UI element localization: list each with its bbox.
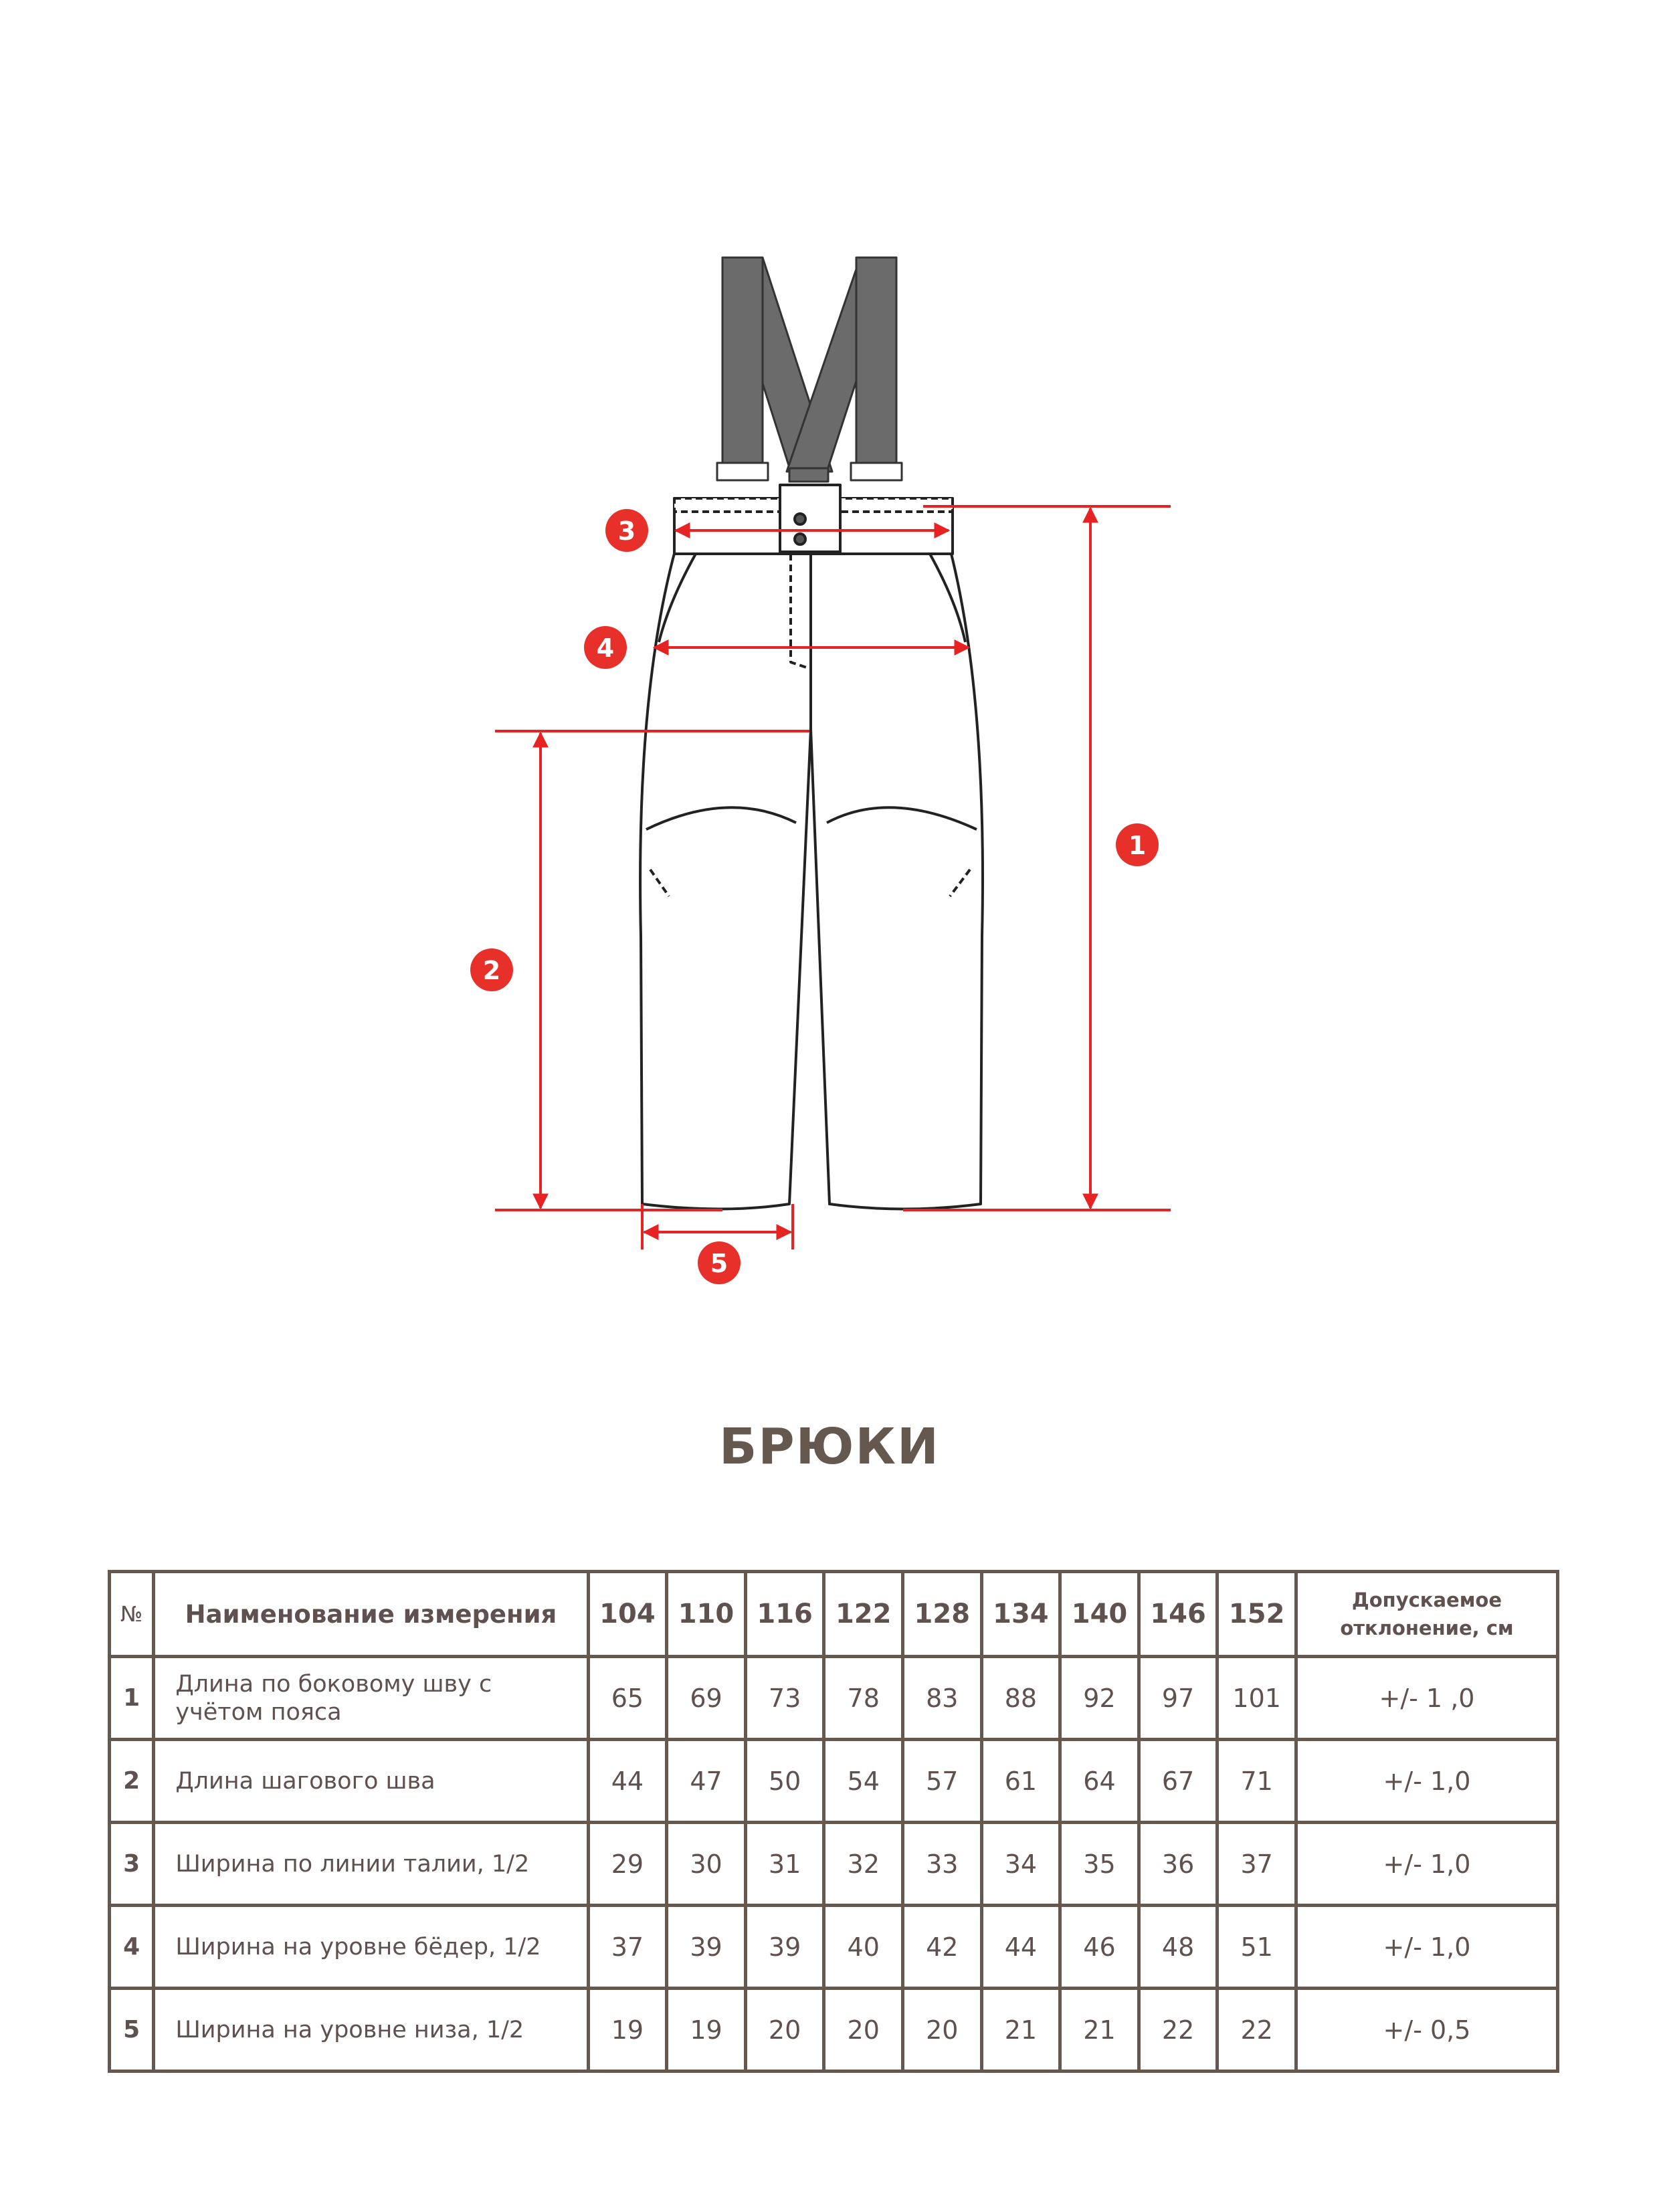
row-tolerance: +/- 0,5 (1296, 1989, 1557, 2072)
row-value: 19 (667, 1989, 746, 2072)
row-value: 88 (981, 1657, 1060, 1740)
row-value: 78 (824, 1657, 903, 1740)
marker-3 (605, 509, 648, 552)
row-value: 69 (667, 1657, 746, 1740)
marker-5 (698, 1241, 741, 1284)
marker-3-label: 3 (617, 516, 636, 546)
header-size: 128 (903, 1572, 982, 1657)
row-name: Ширина на уровне низа, 1/2 (154, 1989, 588, 2072)
row-value: 31 (745, 1823, 824, 1906)
header-size: 110 (667, 1572, 746, 1657)
row-value: 39 (667, 1906, 746, 1989)
row-value: 34 (981, 1823, 1060, 1906)
marker-1 (1116, 823, 1159, 866)
row-value: 22 (1139, 1989, 1217, 2072)
row-value: 92 (1060, 1657, 1139, 1740)
header-size: 140 (1060, 1572, 1139, 1657)
row-name: Ширина на уровне бёдер, 1/2 (154, 1906, 588, 1989)
row-value: 48 (1139, 1906, 1217, 1989)
row-value: 36 (1139, 1823, 1217, 1906)
header-name: Наименование измерения (154, 1572, 588, 1657)
row-num: 2 (110, 1740, 154, 1823)
row-value: 61 (981, 1740, 1060, 1823)
row-value: 83 (903, 1657, 982, 1740)
row-tolerance: +/- 1 ,0 (1296, 1657, 1557, 1740)
row-value: 44 (981, 1906, 1060, 1989)
marker-4-label: 4 (596, 633, 615, 663)
header-size: 122 (824, 1572, 903, 1657)
table-row (110, 1657, 1558, 1740)
header-size: 116 (745, 1572, 824, 1657)
row-value: 20 (903, 1989, 982, 2072)
table-row (110, 1906, 1558, 1989)
row-value: 22 (1217, 1989, 1296, 2072)
row-value: 20 (824, 1989, 903, 2072)
pants-outline (640, 258, 983, 1209)
row-value: 64 (1060, 1740, 1139, 1823)
row-tolerance: +/- 1,0 (1296, 1906, 1557, 1989)
row-num: 4 (110, 1906, 154, 1989)
suspender-straps (717, 258, 902, 482)
row-name: Ширина по линии талии, 1/2 (154, 1823, 588, 1906)
row-value: 51 (1217, 1906, 1296, 1989)
row-value: 39 (745, 1906, 824, 1989)
row-value: 46 (1060, 1906, 1139, 1989)
row-tolerance: +/- 1,0 (1296, 1823, 1557, 1906)
row-value: 101 (1217, 1657, 1296, 1740)
row-value: 47 (667, 1740, 746, 1823)
row-value: 33 (903, 1823, 982, 1906)
row-value: 54 (824, 1740, 903, 1823)
row-value: 32 (824, 1823, 903, 1906)
marker-4 (584, 626, 627, 669)
row-value: 20 (745, 1989, 824, 2072)
row-tolerance: +/- 1,0 (1296, 1740, 1557, 1823)
header-size: 134 (981, 1572, 1060, 1657)
row-value: 37 (588, 1906, 667, 1989)
row-value: 37 (1217, 1823, 1296, 1906)
row-value: 67 (1139, 1740, 1217, 1823)
marker-2 (470, 948, 513, 991)
table-row (110, 1989, 1558, 2072)
table-header-row (110, 1572, 1558, 1657)
page-title: БРЮКИ (719, 1418, 940, 1476)
row-value: 71 (1217, 1740, 1296, 1823)
row-value: 50 (745, 1740, 824, 1823)
row-num: 1 (110, 1657, 154, 1740)
row-num: 3 (110, 1823, 154, 1906)
size-table (108, 1570, 1559, 2073)
row-name: Длина шагового шва (154, 1740, 588, 1823)
row-value: 29 (588, 1823, 667, 1906)
row-value: 21 (1060, 1989, 1139, 2072)
row-num: 5 (110, 1989, 154, 2072)
row-value: 19 (588, 1989, 667, 2072)
row-value: 42 (903, 1906, 982, 1989)
row-value: 73 (745, 1657, 824, 1740)
row-value: 40 (824, 1906, 903, 1989)
header-size: 104 (588, 1572, 667, 1657)
table-row (110, 1740, 1558, 1823)
row-value: 65 (588, 1657, 667, 1740)
header-size: 146 (1139, 1572, 1217, 1657)
table-row (110, 1823, 1558, 1906)
row-value: 57 (903, 1740, 982, 1823)
row-name: Длина по боковому шву с учётом пояса (154, 1657, 588, 1740)
header-num: № (110, 1572, 154, 1657)
marker-1-label: 1 (1128, 831, 1147, 860)
row-value: 21 (981, 1989, 1060, 2072)
marker-5-label: 5 (710, 1249, 728, 1278)
row-value: 30 (667, 1823, 746, 1906)
row-value: 97 (1139, 1657, 1217, 1740)
header-size: 152 (1217, 1572, 1296, 1657)
header-tolerance: Допускаемое отклонение, см (1296, 1572, 1557, 1657)
marker-2-label: 2 (482, 956, 501, 985)
row-value: 44 (588, 1740, 667, 1823)
row-value: 35 (1060, 1823, 1139, 1906)
